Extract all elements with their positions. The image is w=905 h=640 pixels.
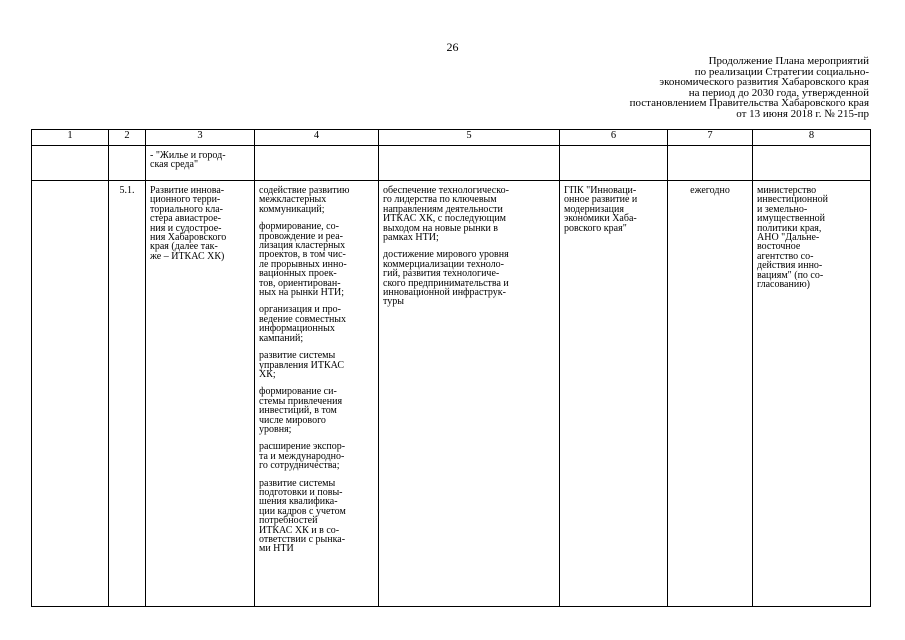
cell-line: вациям" (по со-	[757, 269, 824, 281]
cell-line: туры	[383, 296, 404, 308]
cell-line: ИТКАС ХК и в со-	[259, 524, 340, 536]
header-line: на период до 2030 года, утвержденной	[688, 86, 869, 99]
cell-line: лизация кластерных	[259, 240, 346, 252]
cell-line: уровня;	[259, 423, 292, 435]
cell-line: агентство со-	[757, 250, 814, 262]
column-number: 7	[668, 130, 753, 146]
cell-line: числе мирового	[259, 414, 326, 426]
cell-line: инвестиций, в том	[259, 405, 337, 417]
cell-line: и земельно-	[757, 203, 808, 215]
program-cell	[560, 181, 668, 607]
page-number: 26	[446, 40, 459, 54]
cell-line: ториального кла-	[150, 203, 223, 215]
cell-line: организация и про-	[259, 304, 341, 316]
cell-line: та и международно-	[259, 450, 345, 462]
table-cell	[379, 146, 560, 181]
cell-line: действия инно-	[757, 260, 823, 272]
cell-line: ХК;	[259, 368, 276, 380]
cell-line: инновационной инфраструк-	[383, 287, 506, 299]
cell-line: провождение и реа-	[259, 230, 344, 242]
cell-line: управления ИТКАС	[259, 359, 345, 371]
task-paragraph	[259, 479, 374, 554]
measure-cell	[146, 181, 255, 607]
cell-line: го лидерства по ключевым	[383, 194, 497, 206]
cell-line: края (далее так-	[150, 241, 218, 253]
results-cell	[379, 181, 560, 607]
cell-line: модернизация	[564, 203, 624, 215]
cell-line: стера авиастрое-	[150, 213, 221, 225]
cell-line: информационных	[259, 323, 335, 335]
cell-line: Развитие иннова-	[150, 185, 225, 196]
cell-line: гласованию)	[757, 279, 810, 291]
cell-line: ных на рынки НТИ;	[259, 287, 344, 299]
cell-line: имущественной	[757, 213, 826, 225]
cell-line: формирование, со-	[259, 221, 339, 233]
header-line: постановлением Правительства Хабаровского края	[629, 97, 869, 110]
column-number: 8	[753, 130, 871, 146]
cell-line: АНО "Дальне-	[757, 232, 820, 244]
cell-line: коммерциализации техноло-	[383, 258, 504, 270]
responsible-cell	[753, 181, 871, 607]
cell-line: гий, развития технологиче-	[383, 268, 500, 280]
cell-line: ского предпринимательства и	[383, 277, 509, 289]
cell-line: подготовки и повы-	[259, 486, 343, 498]
cell-line: го сотрудничества;	[259, 460, 340, 472]
column-number: 3	[146, 130, 255, 146]
table-cell	[753, 146, 871, 181]
tasks-cell	[255, 181, 379, 607]
cell-line: же – ИТКАС ХК)	[150, 250, 225, 262]
task-paragraph	[259, 442, 374, 470]
task-paragraph	[259, 186, 374, 214]
cell-line: ле прорывных инно-	[259, 258, 347, 270]
period-cell: ежегодно	[668, 181, 753, 607]
result-paragraph	[383, 186, 555, 242]
task-paragraph	[259, 387, 374, 434]
result-paragraph	[383, 250, 555, 306]
cell-line: ГПК "Инноваци-	[564, 185, 637, 196]
cell-line: экономики Хаба-	[564, 213, 637, 225]
column-number: 5	[379, 130, 560, 146]
header-line: от 13 июня 2018 г. № 215-пр	[736, 107, 869, 120]
task-paragraph	[259, 305, 374, 343]
cell-line: ведение совместных	[259, 313, 347, 325]
cell-line: тов, ориентирован-	[259, 277, 341, 289]
cell-line: стемы привлечения	[259, 395, 343, 407]
table-cell	[560, 146, 668, 181]
table-cell	[32, 181, 109, 607]
cell-line: формирование си-	[259, 386, 337, 398]
plan-table	[31, 129, 871, 607]
cell-line: ответствии с рынка-	[259, 534, 346, 545]
cell-line: рамках НТИ;	[383, 232, 439, 244]
cell-line: онное развитие и	[564, 194, 638, 206]
cell-line: достижение мирового уровня	[383, 249, 509, 261]
cell-line: ционного терри-	[150, 194, 221, 206]
cell-line: обеспечение технологическо-	[383, 185, 509, 196]
cell-line: министерство	[757, 185, 817, 196]
cell-line: ми НТИ	[259, 543, 294, 555]
cell-line: коммуникаций;	[259, 203, 325, 215]
cell-line: межкластерных	[259, 194, 327, 206]
table-row-continuation	[32, 146, 871, 181]
column-number: 2	[109, 130, 146, 146]
table-cell	[668, 146, 753, 181]
header-line: экономического развития Хабаровского края	[659, 76, 869, 89]
item-number: 5.1.	[109, 181, 146, 607]
column-number-row	[32, 130, 871, 146]
cell-line: направлениям деятельности	[383, 203, 503, 215]
table-cell	[32, 146, 109, 181]
continuation-measure-cell	[146, 146, 255, 181]
column-number: 4	[255, 130, 379, 146]
header-line: по реализации Стратегии социально-	[694, 65, 869, 78]
cell-line: восточное	[757, 241, 801, 253]
table-cell	[109, 146, 146, 181]
cell-line: ния Хабаровского	[150, 232, 227, 244]
cell-line: ции кадров с учетом	[259, 505, 346, 517]
cell-line: проектов, в том чис-	[259, 249, 346, 261]
cell-line: содействие развитию	[259, 185, 350, 196]
cell-line: потребностей	[259, 515, 318, 527]
task-paragraph	[259, 351, 374, 379]
cell-line: выходом на новые рынки в	[383, 222, 499, 234]
cell-line: инвестиционной	[757, 194, 828, 206]
cell-line: ИТКАС ХК, с последующим	[383, 213, 506, 225]
cell-line: ская среда"	[150, 159, 199, 171]
document-header	[569, 56, 869, 120]
task-paragraph	[259, 222, 374, 297]
table-row-5-1	[32, 181, 871, 607]
cell-line: - "Жилье и город-	[150, 150, 226, 161]
cell-line: ровского края"	[564, 222, 627, 234]
cell-line: развитие системы	[259, 350, 336, 362]
cell-line: расширение экспор-	[259, 441, 346, 453]
column-number: 6	[560, 130, 668, 146]
cell-line: развитие системы	[259, 477, 336, 489]
cell-line: кампаний;	[259, 332, 304, 344]
column-number: 1	[32, 130, 109, 146]
cell-line: ния и судострое-	[150, 222, 222, 234]
cell-line: политики края,	[757, 222, 822, 234]
cell-line: вационных проек-	[259, 268, 337, 280]
table-cell	[255, 146, 379, 181]
header-line: Продолжение Плана мероприятий	[708, 55, 869, 67]
cell-line: шения квалифика-	[259, 496, 338, 508]
